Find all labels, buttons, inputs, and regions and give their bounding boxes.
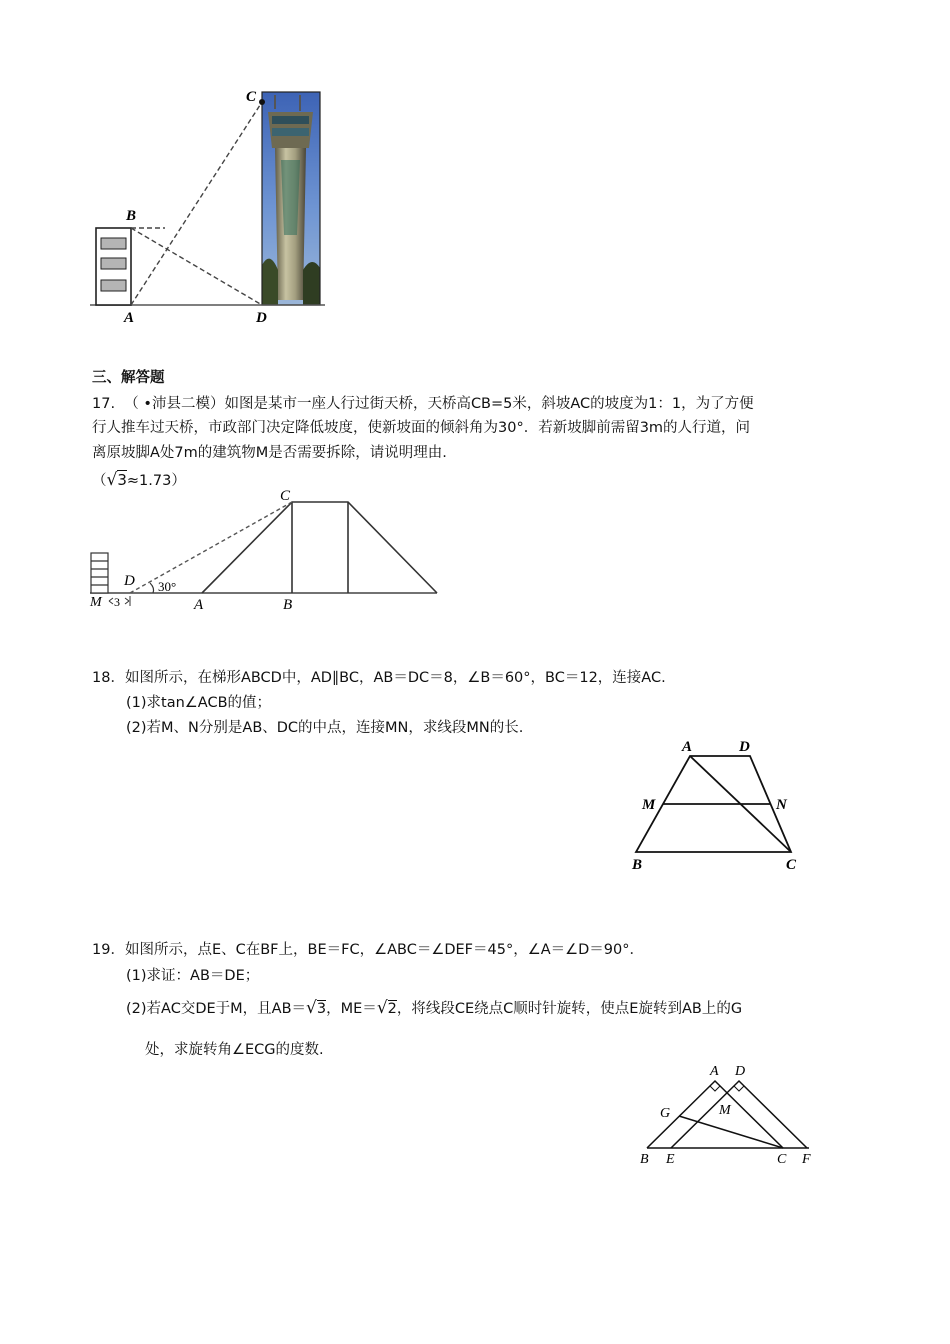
building-m: [91, 553, 108, 593]
label-d: D: [256, 310, 267, 326]
sqrt-symbol: √: [306, 998, 317, 1018]
label-c: C: [786, 857, 797, 873]
q19-part2: [126, 996, 742, 1021]
q17-note-rest: ≈1.73）: [126, 473, 186, 489]
label-m: M: [90, 595, 102, 610]
point-c: [259, 99, 265, 105]
sqrt-symbol: √: [376, 998, 388, 1018]
label-f: F: [802, 1152, 811, 1167]
figure-tower: [85, 85, 335, 330]
q18-part2: (2)若M、N分别是AB、DC的中点，连接MN，求线段MN的长.: [126, 720, 524, 736]
q18-stem: 18．如图所示，在梯形ABCD中，AD∥BC，AB＝DC＝8，∠B＝60°，BC＝12，连接AC.: [92, 670, 666, 686]
angle-arc: [150, 583, 154, 593]
label-m: M: [642, 797, 656, 813]
label-n: N: [776, 797, 787, 813]
q19-part2-c: ，将线段CE绕点C顺时针旋转，使点E旋转到AB上的G: [396, 1001, 743, 1017]
right-angle-marks: [710, 1086, 744, 1091]
label-a: A: [194, 597, 204, 613]
figure-bridge: [85, 485, 445, 615]
q19-part1: (1)求证：AB＝DE；: [126, 968, 260, 984]
label-b: B: [632, 857, 643, 873]
figure-triangles: [636, 1060, 820, 1172]
q19-radicand-ab: 3: [316, 1001, 327, 1017]
building: [96, 228, 131, 305]
q17-line3: 离原坡脚A处7m的建筑物M是否需要拆除，请说明理由.: [92, 445, 447, 461]
label-d: D: [124, 573, 135, 589]
label-b: B: [126, 208, 137, 224]
section-title: 三、解答题: [92, 370, 165, 386]
sight-lines: [131, 102, 262, 305]
label-a: A: [124, 310, 135, 326]
q17-line2: 行人推车过天桥，市政部门决定降低坡度，使新坡面的倾斜角为30°．若新坡脚前需留3m的人行道，问: [92, 420, 751, 436]
q17-line1: 17. （ •沛县二模）如图是某市一座人行过街天桥，天桥高CB=5米，斜坡AC的坡度为1：1，为了方便: [92, 396, 754, 412]
label-b: B: [283, 597, 293, 613]
q17-note-open: （: [92, 473, 107, 489]
trapezoid-shape: [636, 756, 791, 852]
q19-part2-a: (2)若AC交DE于M，且AB＝: [126, 1001, 307, 1017]
q17-note-radicand: 3: [117, 471, 127, 489]
angle-label: 30°: [158, 579, 177, 594]
figure-trapezoid: [628, 732, 808, 877]
label-b: B: [640, 1152, 649, 1167]
bridge-structure: [202, 502, 437, 593]
q19-part2-d: 处，求旋转角∠ECG的度数.: [145, 1042, 324, 1058]
q19-radicand-me: 2: [387, 1001, 397, 1017]
q19-part2-b: ，ME＝: [326, 1001, 377, 1017]
new-slope-line: [130, 502, 292, 593]
label-e: E: [666, 1152, 675, 1167]
label-d: D: [735, 1064, 746, 1079]
q18-part1: (1)求tan∠ACB的值；: [126, 695, 272, 711]
label-c: C: [246, 89, 257, 105]
label-g: G: [660, 1106, 671, 1121]
label-a: A: [710, 1064, 719, 1079]
tower-photo: [262, 92, 320, 305]
gap-label: 3: [114, 595, 120, 609]
label-m: M: [719, 1103, 731, 1118]
label-c: C: [280, 488, 291, 504]
q19-stem: 19．如图所示，点E、C在BF上，BE＝FC，∠ABC＝∠DEF＝45°，∠A＝∠D＝90°．: [92, 942, 644, 958]
label-a: A: [682, 739, 693, 755]
label-c: C: [777, 1152, 787, 1167]
label-d: D: [739, 739, 750, 755]
sqrt-symbol: √: [106, 470, 118, 490]
